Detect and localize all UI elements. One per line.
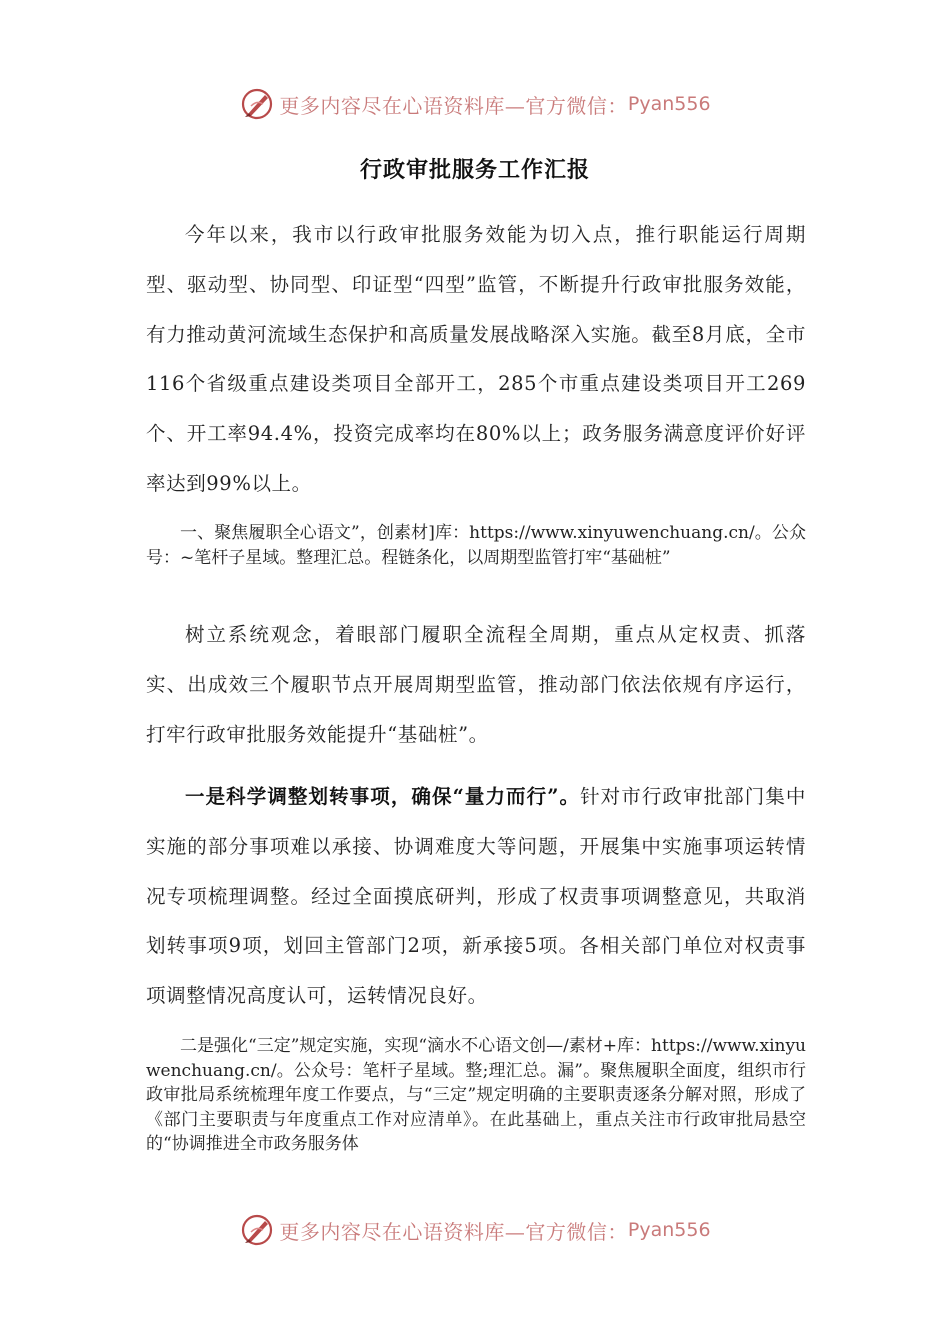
wechat-id: Pyan556 — [627, 93, 711, 115]
wechat-id: Pyan556 — [627, 1219, 711, 1241]
footer-banner — [0, 1210, 950, 1250]
paragraph-body: 针对市行政审批部门集中实施的部分事项难以承接、协调难度大等问题，开展集中实施事项运转情况专项梳理调整。经过全面摸底研判，形成了权责事项调整意见，共取消划转事项9项，划回主管部门2项，新承接5项。各相关部门单位对权责事项调整情况高度认可，运转情况良好。 — [146, 785, 806, 1008]
pen-logo-icon — [239, 1212, 275, 1248]
header-banner — [0, 84, 950, 124]
pen-logo-icon — [239, 86, 275, 122]
paragraph-three-fix: 二是强化“三定”规定实施，实现“滴水不心语文创—/素材+库：https://www.xinyuwenchuang.cn/。公众号：笔杆子星域。整;理汇总。漏”。聚焦履职全面度，组织市行政审批局系统梳理年度工作要点，与“三定”规定明确的主要职责逐条分解对照，形成了《部门主要职责与年度重点工作对应清单》。在此基础上，重点关注市行政审批局悬空的“协调推进全市政务服务体 — [146, 1036, 807, 1154]
paragraph-system: 树立系统观念，着眼部门履职全流程全周期，重点从定权责、抓落实、出成效三个履职节点开展周期型监管，推动部门依法依规有序运行，打牢行政审批服务效能提升“基础桩”。 — [146, 623, 806, 746]
paragraph-intro: 今年以来，我市以行政审批服务效能为切入点，推行职能运行周期型、驱动型、协同型、印证型“四型”监管，不断提升行政审批服务效能，有力推动黄河流域生态保护和高质量发展战略深入实施。截至8月底，全市116个省级重点建设类项目全部开工，285个市重点建设类项目开工269个、开工率94.4%，投资完成率均在80%以上；政务服务满意度评价好评率达到99%以上。 — [146, 223, 806, 495]
paragraph-adjustment — [146, 772, 806, 1021]
banner-text: 更多内容尽在心语资料库—官方微信： — [279, 93, 628, 118]
paragraph-lead-bold: 一是科学调整划转事项，确保“量力而行”。 — [185, 785, 581, 808]
page-title: 行政审批服务工作汇报 — [359, 157, 590, 183]
paragraph-section-heading: 一、聚焦履职全心语文”，创素材]库：https://www.xinyuwenchuang.cn/。公众号：~笔杆子星域。整理汇总。程链条化，以周期型监管打牢“基础桩” — [146, 523, 806, 568]
banner-text: 更多内容尽在心语资料库—官方微信： — [279, 1219, 628, 1244]
